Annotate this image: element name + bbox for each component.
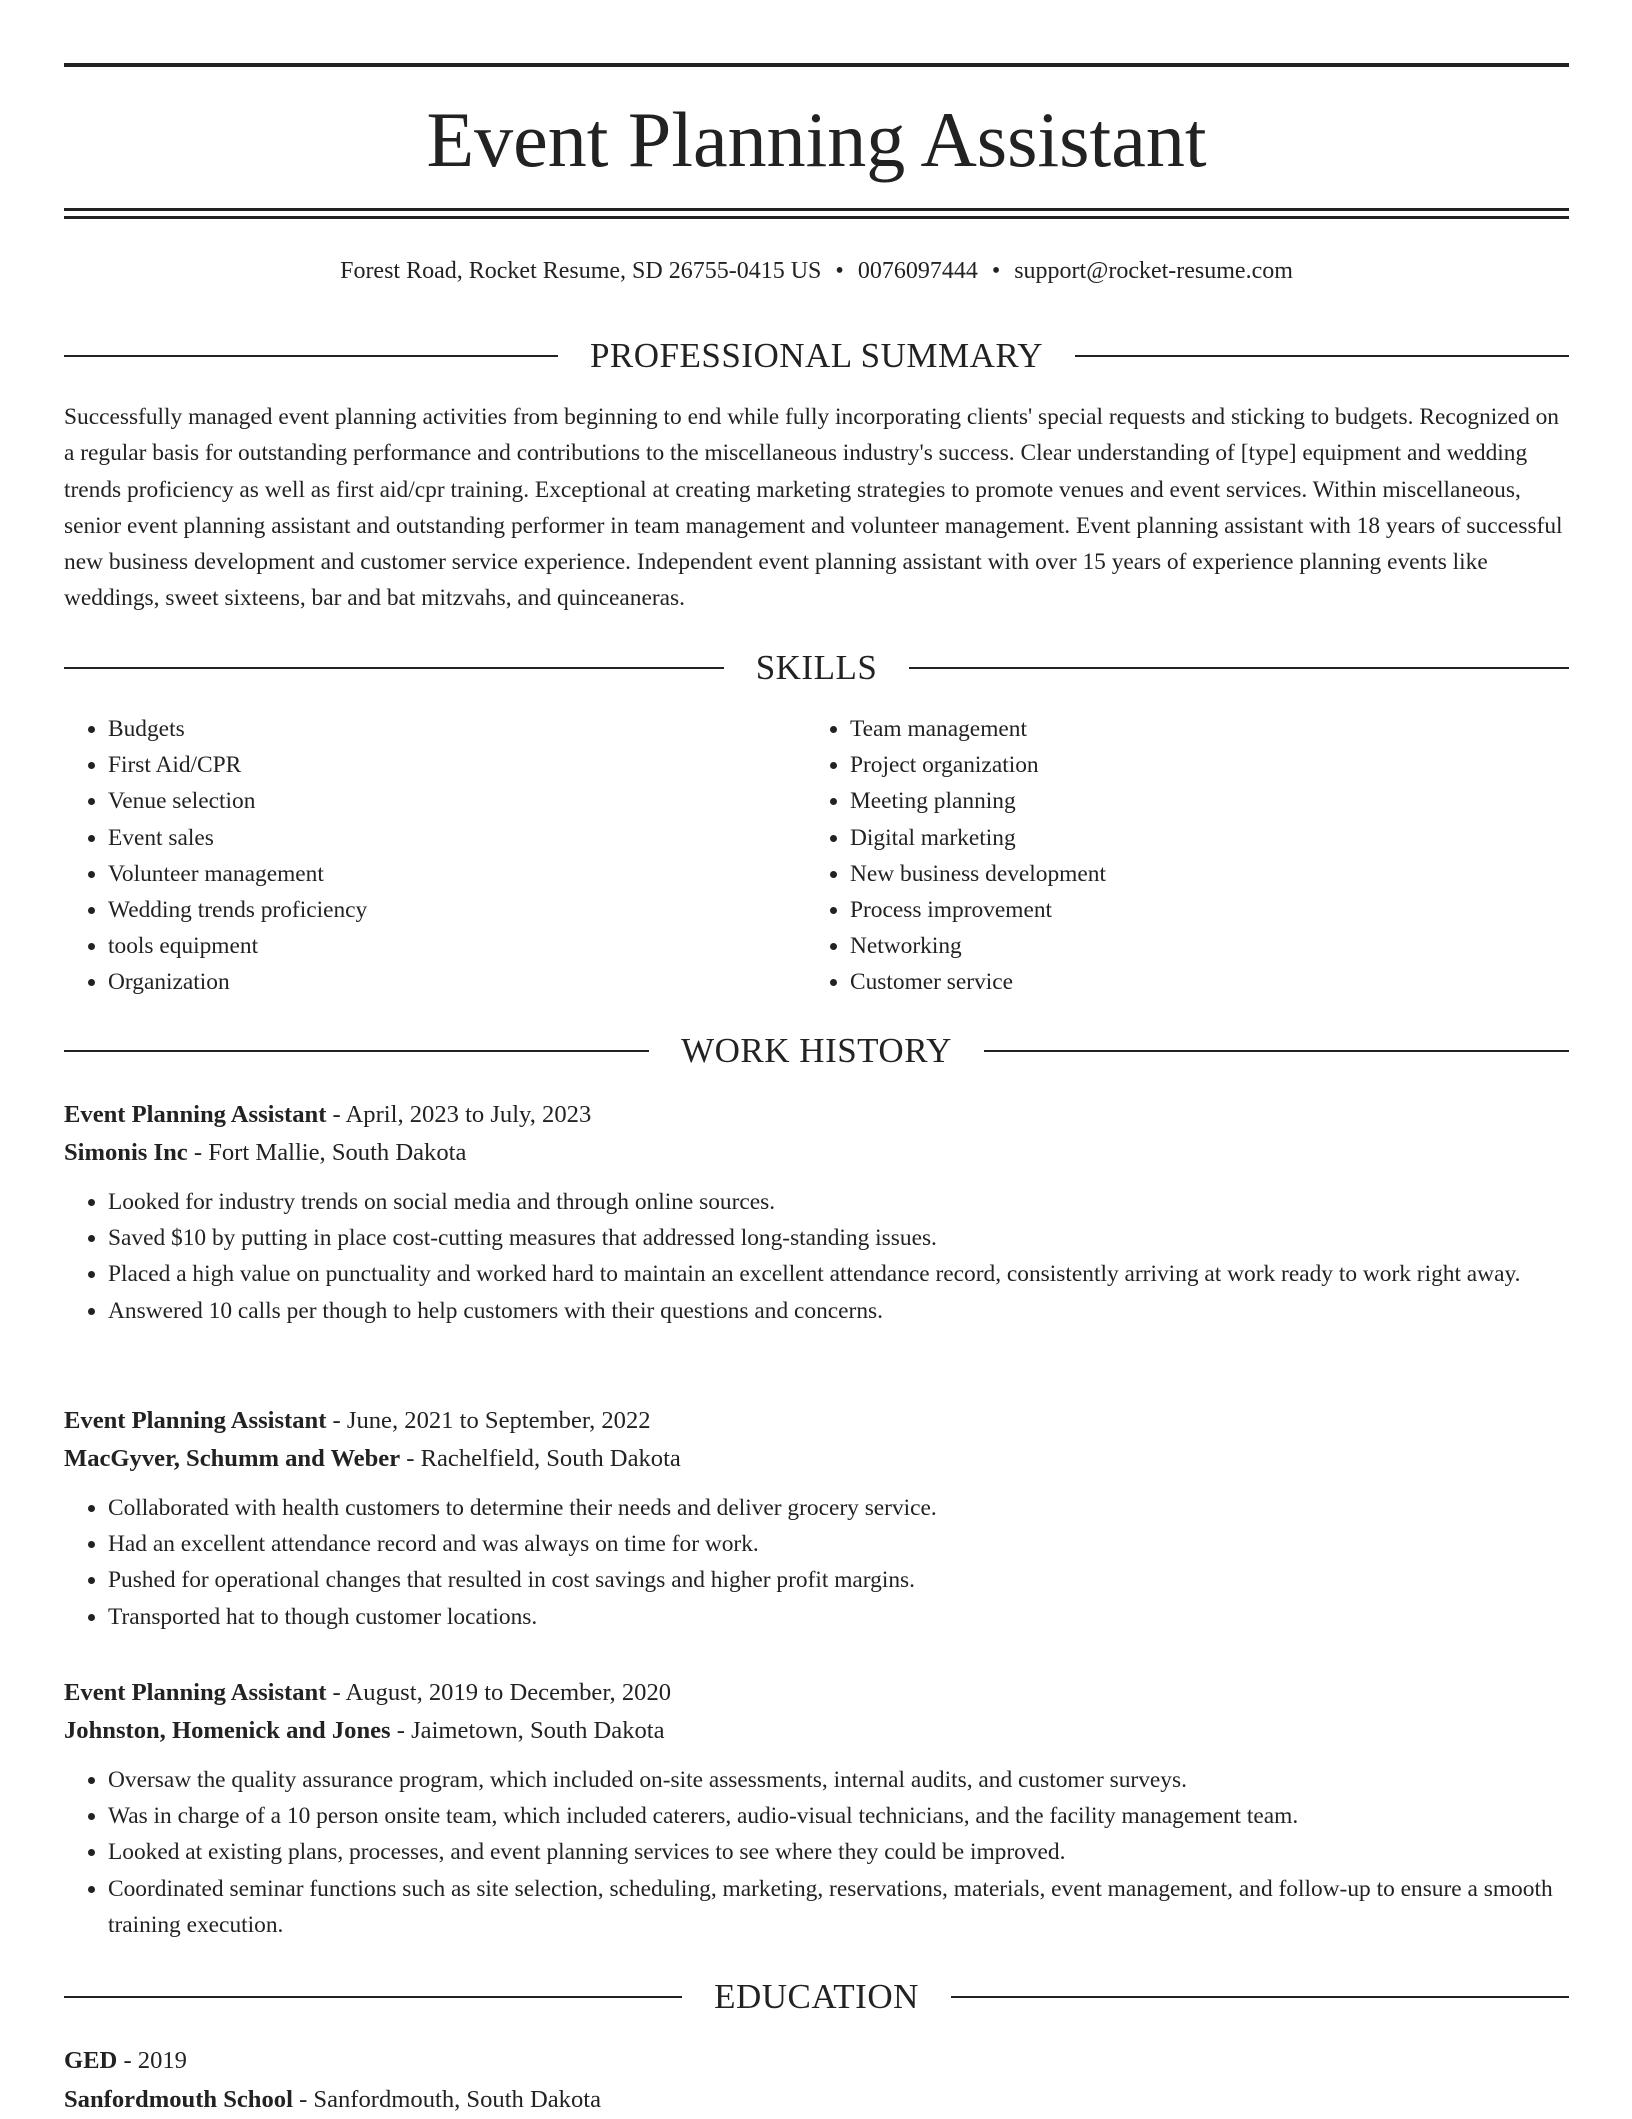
section-title: SKILLS [755,648,878,687]
job-bullet: • Pushed for operational changes that resulted in cost savings and higher profit margins. [108,1562,1569,1598]
job-title-line [64,1402,1569,1440]
top-rule [64,63,1569,67]
skill-item: • New business development [850,856,1550,892]
education-entry [64,2041,1569,2119]
job-entry [64,1402,1569,1635]
contact-email: support@rocket-resume.com [1014,258,1293,284]
job-entry [64,1096,1569,1329]
skill-item: • Volunteer management [108,856,808,892]
resume-title: Event Planning Assistant [426,96,1207,183]
education-school: Sanfordmouth School [64,2086,293,2113]
job-bullet: • Looked at existing plans, processes, and event planning services to see where they could be improved. [108,1834,1569,1870]
section-heading-work [64,1031,1569,1071]
skill-item: • Digital marketing [850,820,1550,856]
title-underline-1 [64,208,1569,211]
job-bullets [64,1762,1569,1943]
skill-item: • Organization [108,964,808,1000]
contact-phone: 0076097444 [857,258,978,284]
summary-paragraph: Successfully managed event planning activities from beginning to end while fully incorporating clients' special requests and sticking to budgets. Recognized on a regular basis for outstanding performance and contributions to the miscellaneous industry's success. Clear understanding of [type] equipment and wedding trends proficiency as well as first aid/cpr training. Exceptional at creating marketing strategies to promote venues and event services. Within miscellaneous, senior event planning assistant and outstanding performer in team management and volunteer management. Event planning assistant with 18 years of successful new business development and customer service experience. Independent event planning assistant with over 15 years of experience planning events like weddings, sweet sixteens, bar and bat mitzvahs, and quinceaneras. [64,404,1563,612]
section-heading-skills [64,648,1569,688]
contact-separator: • [991,258,1001,284]
job-dates: - June, 2021 to September, 2022 [326,1407,651,1434]
job-entry [64,1674,1569,1943]
job-dates: - August, 2019 to December, 2020 [326,1679,672,1706]
heading-rule [951,1996,1569,1998]
job-bullet: • Collaborated with health customers to determine their needs and deliver grocery service. [108,1490,1569,1526]
job-bullets [64,1490,1569,1635]
heading-rule [909,667,1569,669]
skill-item: • Process improvement [850,892,1550,928]
job-bullet: • Answered 10 calls per though to help customers with their questions and concerns. [108,1293,1569,1329]
job-bullet: • Placed a high value on punctuality and worked hard to maintain an excellent attendance record, consistently arriving at work ready to work right away. [108,1256,1569,1292]
job-bullet: • Had an excellent attendance record and was always on time for work. [108,1526,1569,1562]
job-location: - Jaimetown, South Dakota [390,1717,665,1744]
heading-rule [64,355,558,357]
contact-address: Forest Road, Rocket Resume, SD 26755-0415 US [340,258,822,284]
job-bullets [64,1184,1569,1329]
skills-list-left [64,711,808,1001]
job-title: Event Planning Assistant [64,1101,327,1128]
job-company-line [64,1134,1569,1172]
skill-item: • Meeting planning [850,783,1550,819]
skills-list-right [806,711,1550,1001]
job-title: Event Planning Assistant [64,1407,327,1434]
job-company: MacGyver, Schumm and Weber [64,1445,401,1472]
job-location: - Fort Mallie, South Dakota [187,1139,467,1166]
job-company: Johnston, Homenick and Jones [64,1717,391,1744]
skill-item: • Customer service [850,964,1550,1000]
contact-separator: • [835,258,844,284]
skill-item: • Project organization [850,747,1550,783]
job-company: Simonis Inc [64,1139,188,1166]
education-year: - 2019 [117,2047,187,2074]
skill-item: • Networking [850,928,1550,964]
skill-item: • Budgets [108,711,808,747]
education-degree: GED [64,2047,118,2074]
job-location: - Rachelfield, South Dakota [400,1445,681,1472]
job-bullet: • Coordinated seminar functions such as site selection, scheduling, marketing, reservations, materials, event management, and follow-up to ensure a smooth training execution. [108,1871,1569,1943]
job-company-line [64,1440,1569,1478]
job-dates: - April, 2023 to July, 2023 [326,1101,592,1128]
contact-line [64,254,1569,288]
section-title: EDUCATION [714,1977,919,2016]
skill-item: • tools equipment [108,928,808,964]
section-heading-summary [64,336,1569,376]
skill-item: • Wedding trends proficiency [108,892,808,928]
job-bullet: • Transported hat to though customer locations. [108,1599,1569,1635]
heading-rule [64,1050,649,1052]
section-title: PROFESSIONAL SUMMARY [589,336,1044,375]
job-title-line [64,1096,1569,1134]
job-bullet: • Oversaw the quality assurance program, which included on-site assessments, internal audits, and customer surveys. [108,1762,1569,1798]
heading-rule [984,1050,1569,1052]
job-bullet: • Was in charge of a 10 person onsite team, which included caterers, audio-visual technicians, and the facility management team. [108,1798,1569,1834]
skill-item: • Venue selection [108,783,808,819]
skill-item: • First Aid/CPR [108,747,808,783]
section-title: WORK HISTORY [681,1031,952,1070]
job-title-line [64,1674,1569,1712]
skill-item: • Team management [850,711,1550,747]
section-heading-education [64,1977,1569,2017]
job-bullet: • Looked for industry trends on social media and through online sources. [108,1184,1569,1220]
heading-rule [64,667,724,669]
education-school-line [64,2080,1569,2119]
skill-item: • Event sales [108,820,808,856]
education-location: - Sanfordmouth, South Dakota [292,2086,601,2113]
job-bullet: • Saved $10 by putting in place cost-cutting measures that addressed long-standing issues. [108,1220,1569,1256]
title-underline-2 [64,216,1569,219]
job-title: Event Planning Assistant [64,1679,327,1706]
job-company-line [64,1712,1569,1750]
heading-rule [1075,355,1569,357]
heading-rule [64,1996,682,1998]
education-degree-line [64,2041,1569,2080]
